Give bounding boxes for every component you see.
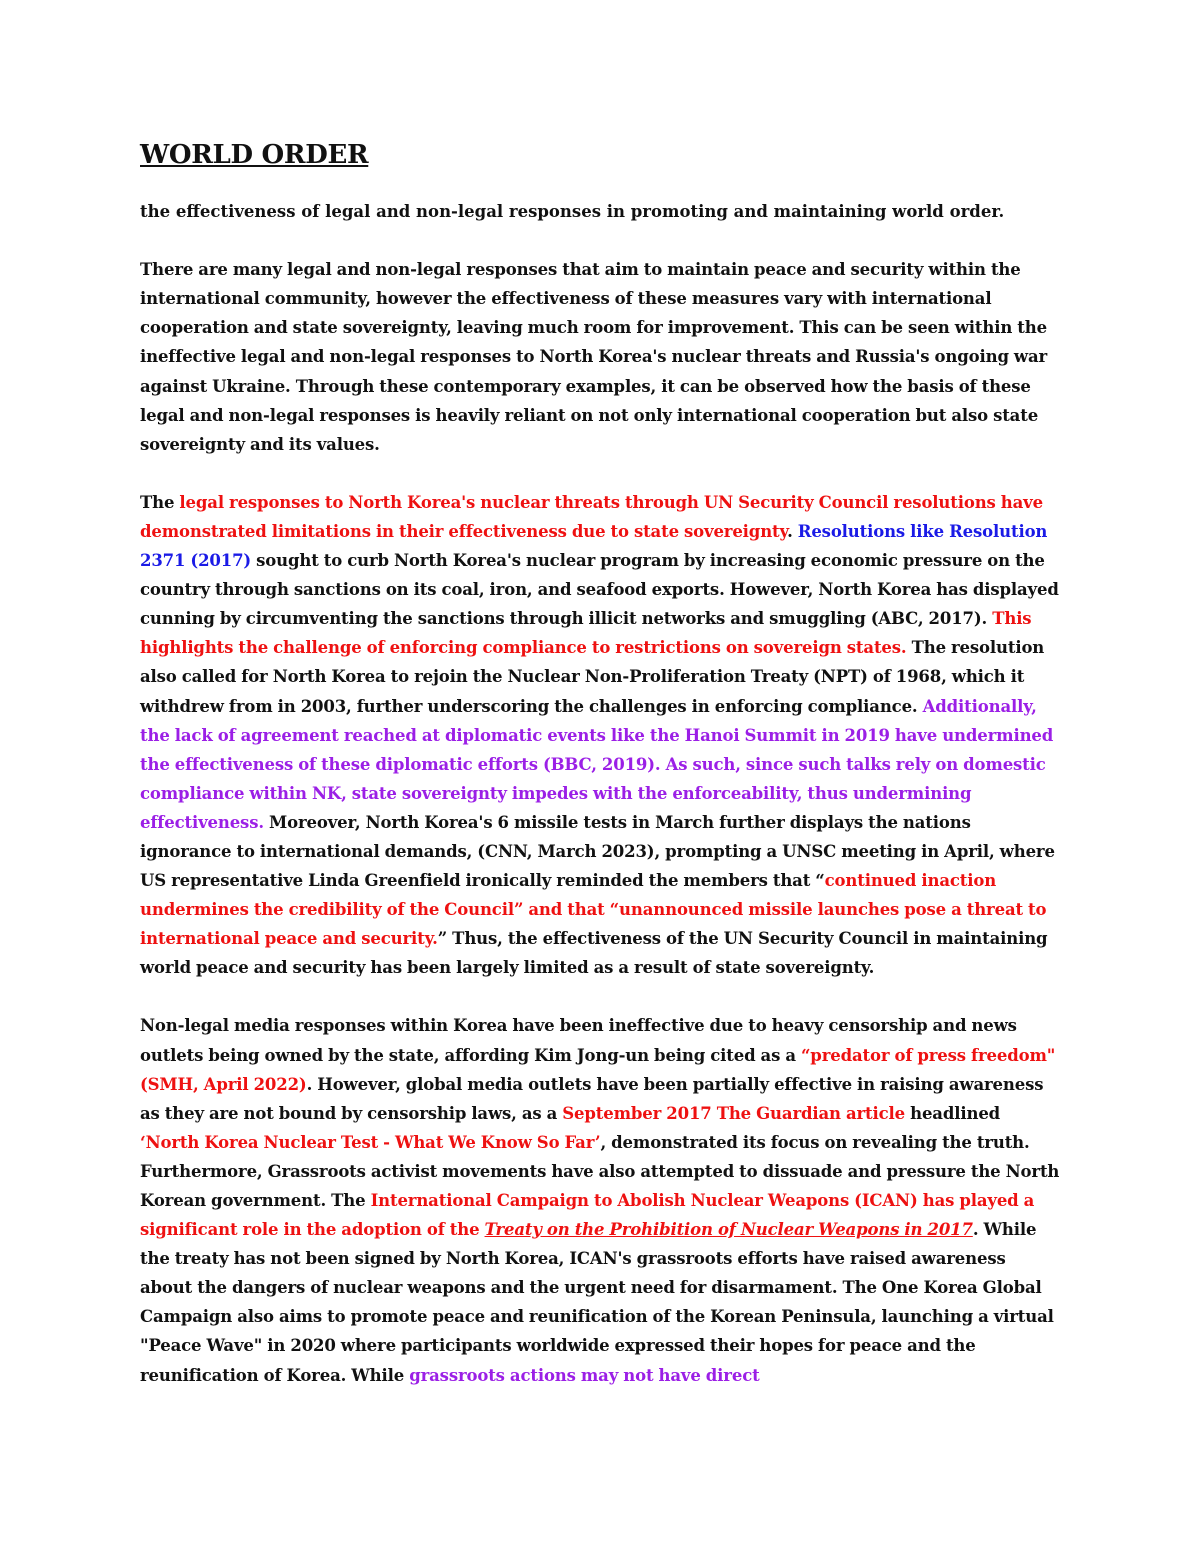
highlight-red-ican: International Campaign to Abolish Nuclear Weapons (ICAN) has played a significant role in the adoption of the	[140, 1191, 1035, 1240]
paragraph-non-legal-responses	[140, 1011, 1060, 1389]
highlight-purple-hanoi: Additionally, the lack of agreement reached at diplomatic events like the Hanoi Summit in 2019 have undermined the effectiveness of these diplomatic efforts (BBC, 2019). As such, since such talks rely on domestic compliance within NK, state sovereignty impedes with the enforceability, thus undermining effectiveness.	[140, 696, 1054, 832]
text-run: .	[787, 521, 798, 541]
paragraph-legal-responses	[140, 488, 1060, 983]
essay-question: the effectiveness of legal and non-legal responses in promoting and maintaining world order.	[140, 202, 1005, 222]
document-page	[140, 140, 1060, 1419]
text-run: headlined	[905, 1103, 1001, 1123]
page-title: WORLD ORDER	[140, 140, 369, 170]
highlight-red-quote: continued inaction undermines the credibility of the Council” and that “unannounced missile launches pose a threat to international peace and security.	[140, 871, 1047, 949]
text-run: Moreover, North Korea's 6 missile tests in March further displays the nations ignorance to international demands, (CNN, March 2023), prompting a UNSC meeting in April, where US representative Linda Greenfield ironically reminded the members that “	[140, 812, 1055, 891]
text-run: The	[140, 492, 180, 512]
highlight-red-headline: ‘North Korea Nuclear Test - What We Know So Far’	[140, 1132, 601, 1152]
highlight-blue-resolution: Resolutions like Resolution 2371 (2017)	[140, 521, 1048, 571]
intro-text: There are many legal and non-legal responses that aim to maintain peace and security within the international community, however the effectiveness of these measures vary with international cooperation and state sovereignty, leaving much room for improvement. This can be seen within the ineffective legal and non-legal responses to North Korea's nuclear threats and Russia's ongoing war against Ukraine. Through these contemporary examples, it can be observed how the basis of these legal and non-legal responses is heavily reliant on not only international cooperation but also state sovereignty and its values.	[140, 260, 1048, 454]
highlight-purple-grassroots: grassroots actions may not have direct	[409, 1365, 760, 1385]
text-run: sought to curb North Korea's nuclear program by increasing economic pressure on the country through sanctions on its coal, iron, and seafood exports. However, North Korea has displayed cunning by circumventing the sanctions through illicit networks and smuggling (ABC, 2017).	[140, 551, 1059, 629]
text-run: ” Thus, the effectiveness of the UN Security Council in maintaining world peace and security has been largely limited as a result of state sovereignty.	[140, 929, 1048, 978]
text-run: . While the treaty has not been signed by North Korea, ICAN's grassroots efforts have raised awareness about the dangers of nuclear weapons and the urgent need for disarmament. The One Korea Global Campaign also aims to promote peace and reunification of the Korean Peninsula, launching a virtual "Peace Wave" in 2020 where participants worldwide expressed their hopes for peace and the reunification of Korea. While	[140, 1220, 1054, 1385]
highlight-red-thesis: legal responses to North Korea's nuclear threats through UN Security Council resolutions have demonstrated limitations in their effectiveness due to state sovereignty	[140, 492, 1043, 541]
highlight-red-press-freedom: “predator of press freedom" (SMH, April 2022)	[140, 1045, 1056, 1094]
highlight-red-challenge: This highlights the challenge of enforcing compliance to restrictions on sovereign states.	[140, 609, 1032, 658]
highlight-red-guardian: September 2017 The Guardian article	[562, 1103, 906, 1123]
treaty-link[interactable]: Treaty on the Prohibition of Nuclear Weapons in 2017	[484, 1220, 973, 1240]
text-run: Non-legal media responses within Korea have been ineffective due to heavy censorship and news outlets being owned by the state, affording Kim Jong-un being cited as a	[140, 1016, 1017, 1065]
text-run: The resolution also called for North Korea to rejoin the Nuclear Non-Proliferation Treaty (NPT) of 1968, which it withdrew from in 2003, further underscoring the challenges in enforcing compliance.	[140, 638, 1045, 716]
paragraph-introduction	[140, 255, 1060, 459]
text-run: , demonstrated its focus on revealing the truth. Furthermore, Grassroots activist movements have also attempted to dissuade and pressure the North Korean government. The	[140, 1132, 1060, 1210]
text-run: . However, global media outlets have been partially effective in raising awareness as they are not bound by censorship laws, as a	[140, 1074, 1044, 1123]
